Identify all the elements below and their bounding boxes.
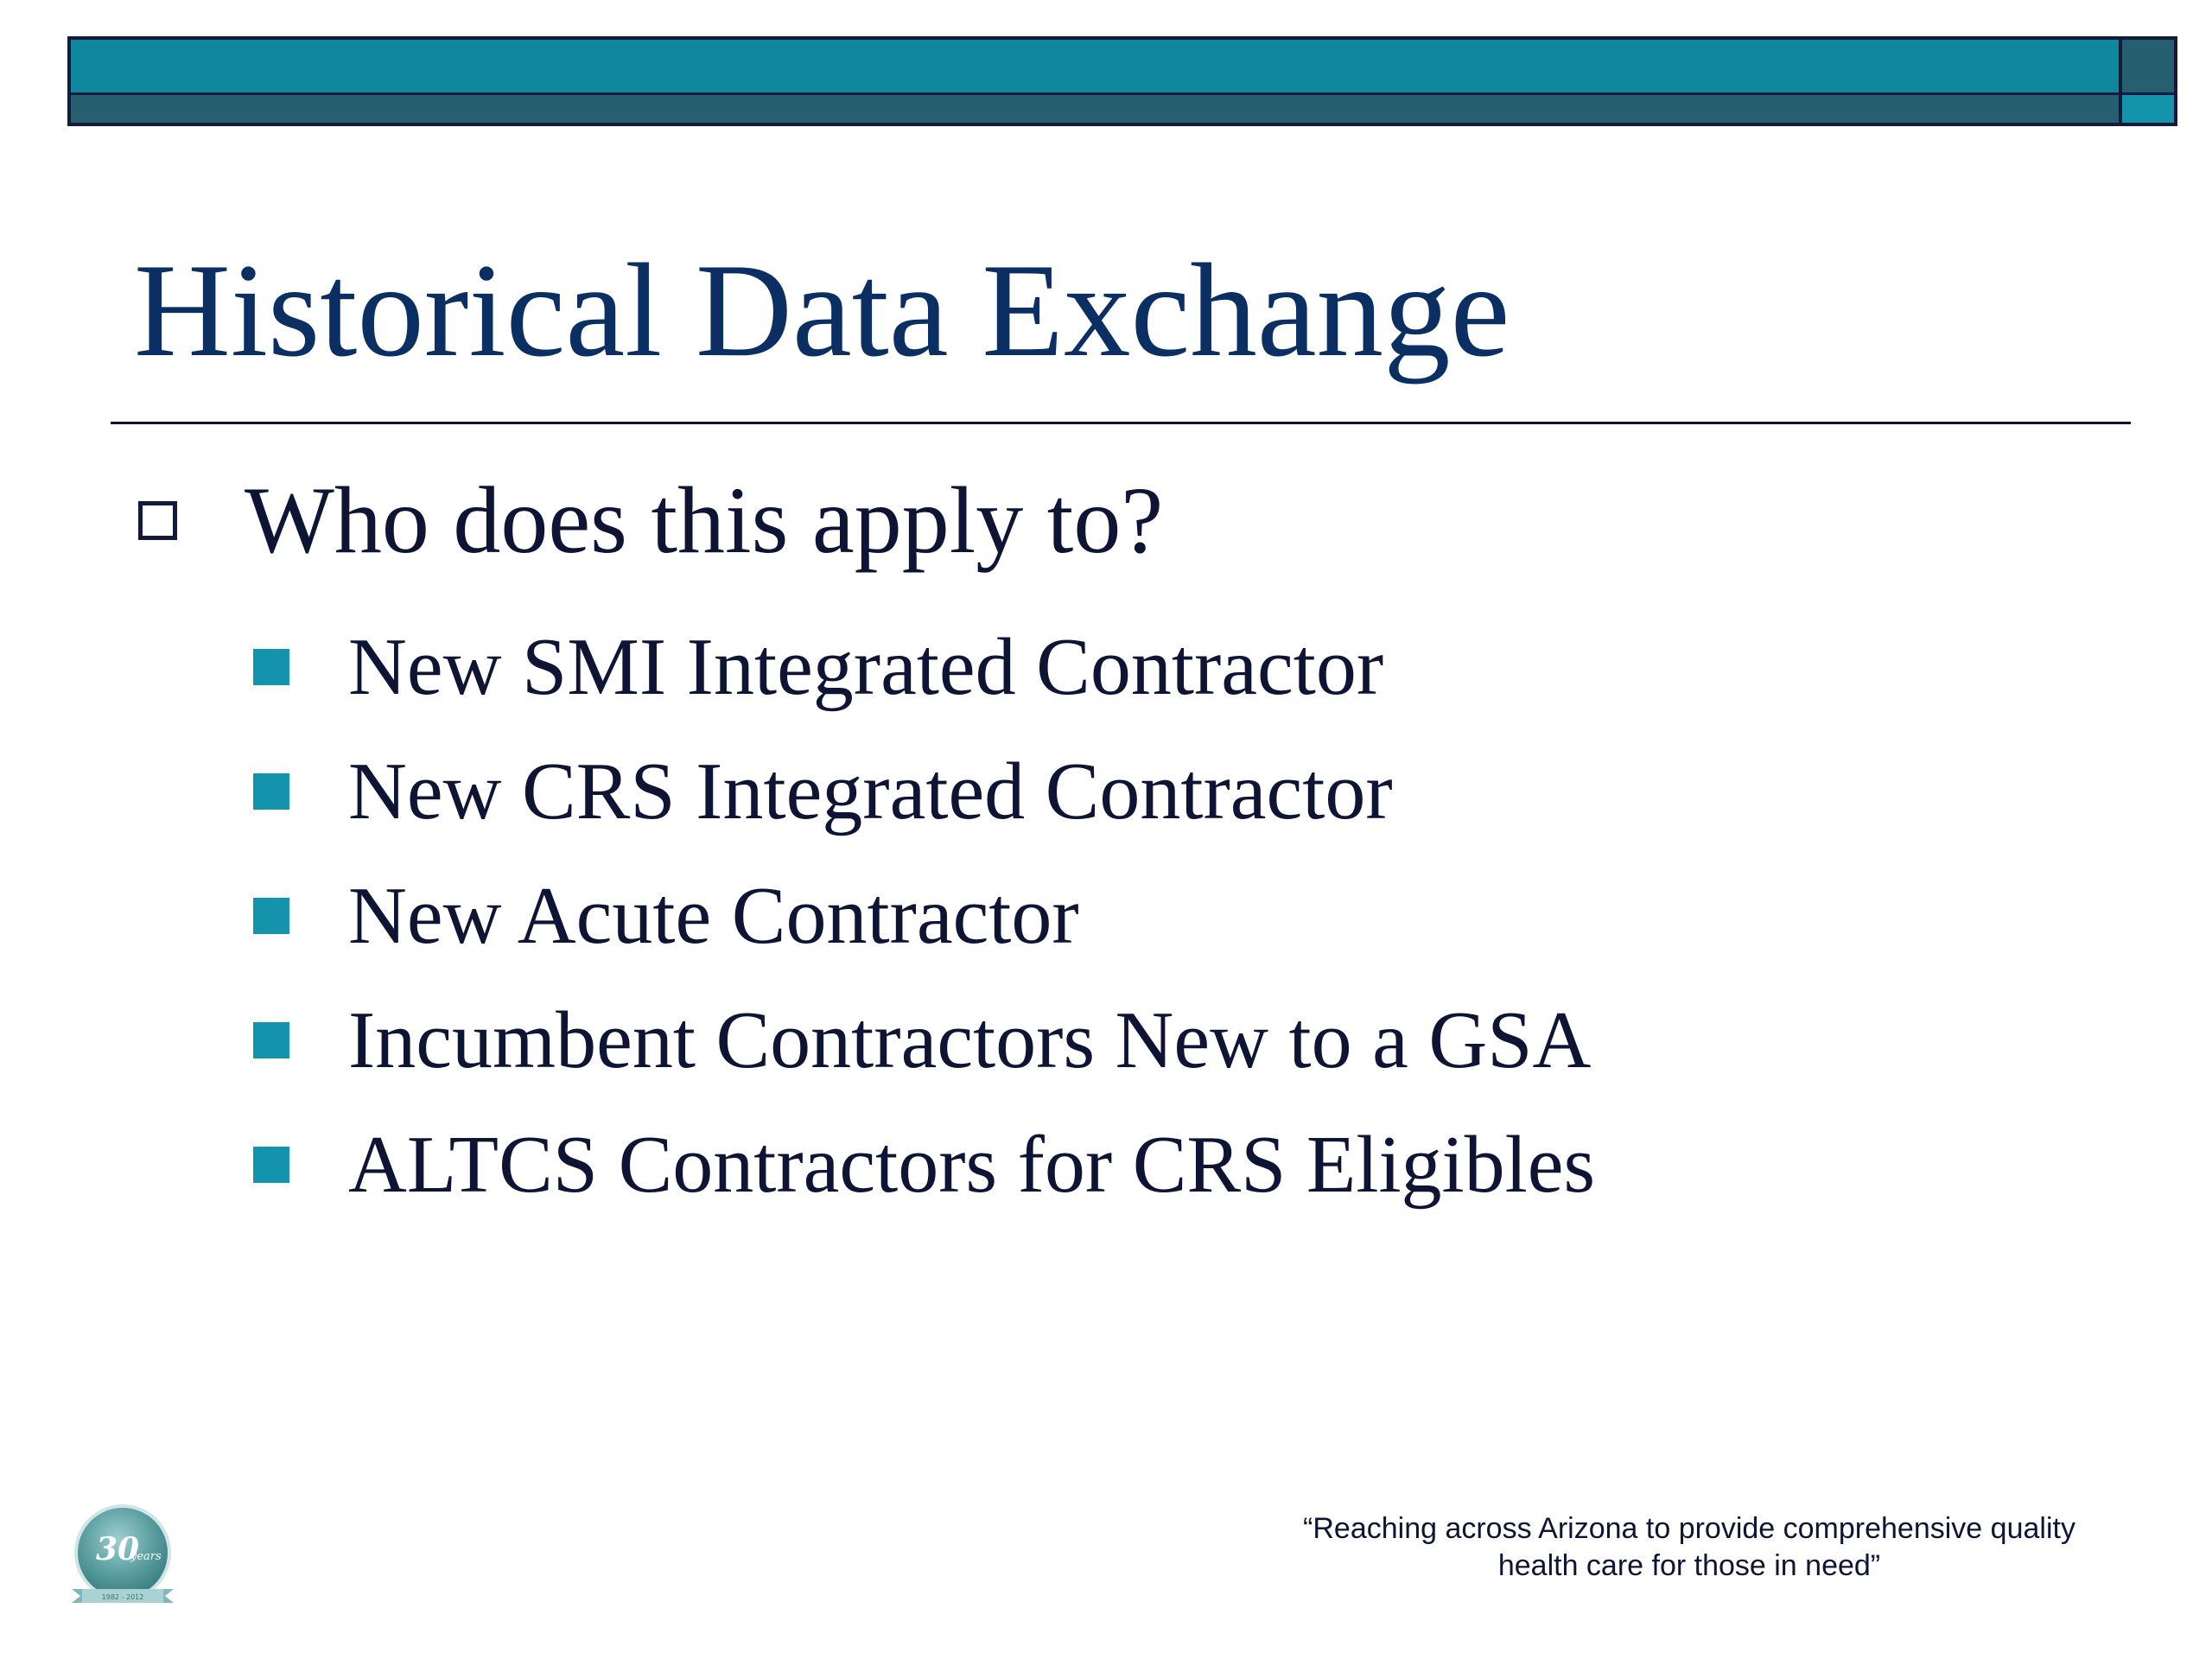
header-bar: [67, 36, 2177, 126]
square-bullet-icon: [253, 649, 289, 685]
seal-word: years: [130, 1550, 162, 1563]
list-item-text: New CRS Integrated Contractor: [348, 747, 1393, 836]
header-bar-end-block: [2119, 40, 2174, 123]
list-item: [253, 729, 1595, 854]
anniversary-seal-logo: [65, 1499, 181, 1615]
square-bullet-icon: [253, 1022, 289, 1058]
square-bullet-icon: [253, 773, 289, 810]
list-item: [253, 978, 1595, 1103]
square-bullet-icon: [253, 1147, 289, 1183]
question-text: Who does this apply to?: [245, 467, 1164, 573]
seal-number: 30: [96, 1531, 140, 1567]
tagline-line-2: health care for those in need”: [1497, 1549, 1881, 1582]
square-bullet-icon: [253, 898, 289, 934]
header-bar-lower-band: [71, 92, 2174, 123]
list-item: [253, 854, 1595, 978]
question-bullet: [138, 468, 1163, 572]
list-item-text: ALTCS Contractors for CRS Eligibles: [348, 1120, 1596, 1210]
list-item: [253, 605, 1595, 729]
list-item-text: New Acute Contractor: [348, 871, 1079, 961]
list-item-text: Incumbent Contractors New to a GSA: [348, 995, 1592, 1085]
seal-range: 1982 - 2012: [101, 1593, 144, 1601]
list-item: [253, 1103, 1595, 1227]
list-item-text: New SMI Integrated Contractor: [348, 622, 1384, 712]
hollow-square-bullet-icon: [138, 501, 177, 540]
contractor-list: [253, 605, 1595, 1227]
slide-title: Historical Data Exchange: [134, 236, 1510, 385]
title-divider: [111, 422, 2131, 424]
header-bar-end-block-lower: [2122, 92, 2174, 123]
footer-tagline: [1201, 1510, 2177, 1585]
tagline-line-1: “Reaching across Arizona to provide comprehensive quality: [1303, 1512, 2075, 1545]
